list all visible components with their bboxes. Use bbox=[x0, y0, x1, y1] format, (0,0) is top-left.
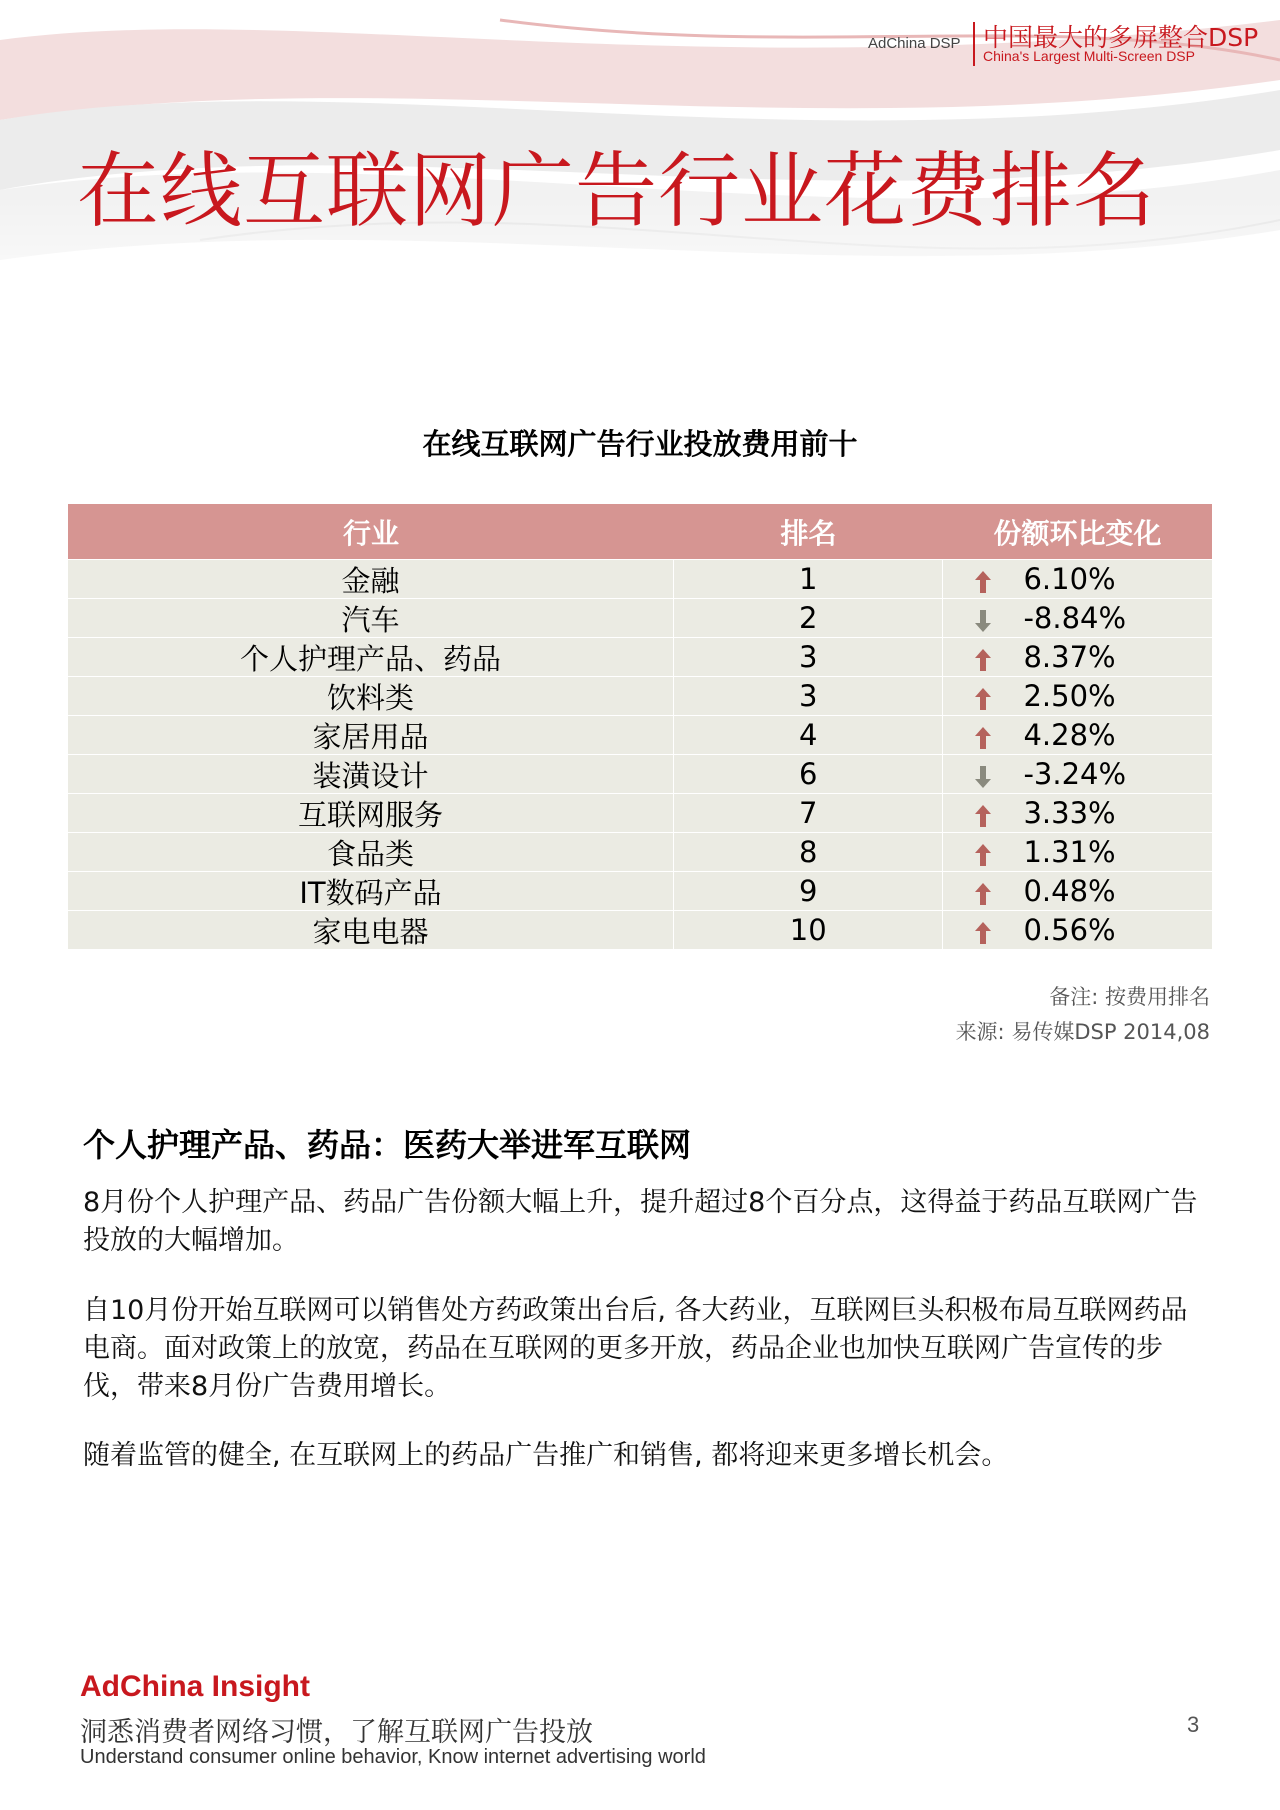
table-body bbox=[68, 559, 1212, 949]
table-title: 在线互联网广告行业投放费用前十 bbox=[422, 427, 858, 461]
arrow-up-icon bbox=[973, 645, 993, 669]
cell-industry: 家居用品 bbox=[68, 716, 674, 754]
change-value: 3.33% bbox=[1023, 796, 1116, 830]
table-row bbox=[68, 598, 1212, 637]
cell-industry: 饮料类 bbox=[68, 677, 674, 715]
change-value: 0.56% bbox=[1023, 913, 1116, 947]
column-header-change: 份额环比变化 bbox=[993, 516, 1162, 550]
arrow-down-icon bbox=[973, 762, 993, 786]
change-value: -3.24% bbox=[1023, 757, 1127, 791]
cell-change bbox=[943, 599, 1212, 637]
arrow-up-icon bbox=[973, 684, 993, 708]
column-header-industry: 行业 bbox=[342, 516, 399, 550]
change-value: 6.10% bbox=[1023, 562, 1116, 596]
arrow-up-icon bbox=[973, 723, 993, 747]
column-header-rank: 排名 bbox=[780, 516, 837, 550]
table-notes bbox=[956, 980, 1210, 1050]
cell-industry: 金融 bbox=[68, 560, 674, 598]
cell-rank: 2 bbox=[674, 599, 944, 637]
footer-brand: AdChina Insight bbox=[80, 1670, 310, 1703]
brand-tagline-en: China's Largest Multi-Screen DSP bbox=[983, 48, 1195, 64]
cell-change bbox=[943, 833, 1212, 871]
cell-rank: 8 bbox=[674, 833, 944, 871]
footer-tagline-cn: 洞悉消费者网络习惯，了解互联网广告投放 bbox=[80, 1717, 593, 1748]
arrow-up-icon bbox=[973, 918, 993, 942]
cell-rank: 1 bbox=[674, 560, 944, 598]
paragraph-1: 8月份个人护理产品、药品广告份额大幅上升，提升超过8个百分点，这得益于药品互联网广告投放的大幅增加。 bbox=[83, 1187, 1198, 1256]
cell-rank: 3 bbox=[674, 677, 944, 715]
cell-rank: 6 bbox=[674, 755, 944, 793]
cell-industry: 互联网服务 bbox=[68, 794, 674, 832]
brand-divider bbox=[973, 22, 975, 66]
table-row bbox=[68, 676, 1212, 715]
cell-change bbox=[943, 872, 1212, 910]
arrow-down-icon bbox=[973, 606, 993, 630]
cell-change bbox=[943, 638, 1212, 676]
footer-tagline-en: Understand consumer online behavior, Know internet advertising world bbox=[80, 1746, 706, 1768]
page-title: 在线互联网广告行业花费排名 bbox=[77, 144, 1157, 239]
cell-change bbox=[943, 755, 1212, 793]
cell-industry: 食品类 bbox=[68, 833, 674, 871]
table-row bbox=[68, 637, 1212, 676]
cell-rank: 4 bbox=[674, 716, 944, 754]
table-header-row bbox=[68, 504, 1212, 559]
cell-change bbox=[943, 716, 1212, 754]
arrow-up-icon bbox=[973, 840, 993, 864]
paragraph-2: 自10月份开始互联网可以销售处方药政策出台后, 各大药业，互联网巨头积极布局互联网药品电商。面对政策上的放宽，药品在互联网的更多开放，药品企业也加快互联网广告宣传的步伐，带来8月份广告费用增长。 bbox=[83, 1295, 1188, 1402]
cell-industry: 汽车 bbox=[68, 599, 674, 637]
page-number: 3 bbox=[1187, 1712, 1200, 1737]
cell-change bbox=[943, 560, 1212, 598]
arrow-up-icon bbox=[973, 801, 993, 825]
change-value: 8.37% bbox=[1023, 640, 1116, 674]
note-text: 备注: 按费用排名 bbox=[1049, 985, 1210, 1009]
cell-industry: 个人护理产品、药品 bbox=[68, 638, 674, 676]
change-value: 0.48% bbox=[1023, 874, 1116, 908]
change-value: 4.28% bbox=[1023, 718, 1116, 752]
table-row bbox=[68, 754, 1212, 793]
change-value: 1.31% bbox=[1023, 835, 1116, 869]
section-heading: 个人护理产品、药品：医药大举进军互联网 bbox=[83, 1126, 692, 1164]
cell-rank: 9 bbox=[674, 872, 944, 910]
arrow-up-icon bbox=[973, 567, 993, 591]
cell-change bbox=[943, 794, 1212, 832]
table-row bbox=[68, 715, 1212, 754]
table-row bbox=[68, 871, 1212, 910]
cell-rank: 7 bbox=[674, 794, 944, 832]
cell-industry: 装潢设计 bbox=[68, 755, 674, 793]
change-value: -8.84% bbox=[1023, 601, 1127, 635]
arrow-up-icon bbox=[973, 879, 993, 903]
table-row bbox=[68, 910, 1212, 949]
cell-change bbox=[943, 911, 1212, 949]
cell-industry: 家电电器 bbox=[68, 911, 674, 949]
ranking-table bbox=[68, 504, 1212, 949]
source-text: 来源: 易传媒DSP 2014,08 bbox=[955, 1020, 1210, 1044]
table-row bbox=[68, 793, 1212, 832]
brand-tagline-cn: 中国最大的多屏整合DSP bbox=[983, 23, 1259, 52]
cell-rank: 3 bbox=[674, 638, 944, 676]
cell-change bbox=[943, 677, 1212, 715]
table-row bbox=[68, 832, 1212, 871]
cell-industry: IT数码产品 bbox=[68, 872, 674, 910]
cell-rank: 10 bbox=[674, 911, 944, 949]
brand-name-small: AdChina DSP bbox=[868, 35, 961, 52]
table-row bbox=[68, 559, 1212, 598]
change-value: 2.50% bbox=[1023, 679, 1116, 713]
paragraph-3: 随着监管的健全, 在互联网上的药品广告推广和销售, 都将迎来更多增长机会。 bbox=[83, 1440, 1009, 1471]
